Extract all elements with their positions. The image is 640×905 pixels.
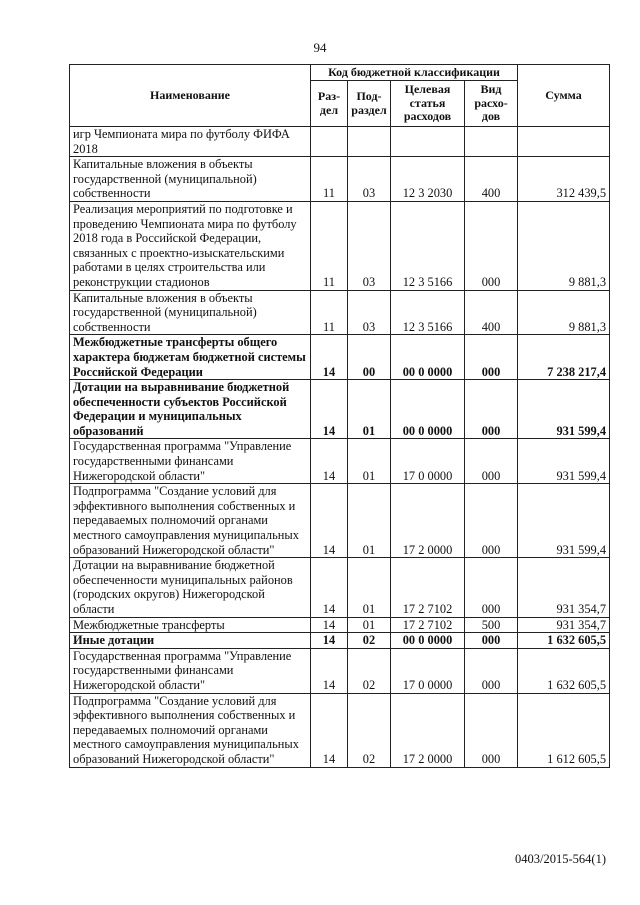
budget-table xyxy=(69,64,610,768)
table-row xyxy=(70,617,610,633)
cell-section: 14 xyxy=(311,380,348,439)
cell-expense-type: 000 xyxy=(465,558,518,617)
cell-subsection: 03 xyxy=(348,201,391,290)
cell-sum: 931 599,4 xyxy=(518,380,610,439)
cell-sum xyxy=(518,127,610,157)
cell-sum: 931 599,4 xyxy=(518,439,610,484)
cell-target-article: 17 2 7102 xyxy=(391,558,465,617)
cell-sum: 1 612 605,5 xyxy=(518,693,610,767)
table-row xyxy=(70,335,610,380)
cell-name: Государственная программа "Управление государственными финансами Нижегородской области" xyxy=(70,648,311,693)
cell-section: 14 xyxy=(311,484,348,558)
cell-name: Межбюджетные трансферты общего характера бюджетам бюджетной системы Российской Федерации xyxy=(70,335,311,380)
cell-section: 14 xyxy=(311,617,348,633)
header-name: Наименование xyxy=(70,65,311,127)
cell-section: 14 xyxy=(311,693,348,767)
cell-expense-type: 000 xyxy=(465,335,518,380)
cell-expense-type: 000 xyxy=(465,633,518,649)
cell-target-article: 12 3 5166 xyxy=(391,290,465,335)
cell-section: 14 xyxy=(311,633,348,649)
cell-expense-type: 500 xyxy=(465,617,518,633)
cell-name: Подпрограмма "Создание условий для эффективного выполнения собственных и передаваемых полномочий органами местного самоуправления муниципальных образований Нижегородской области" xyxy=(70,693,311,767)
cell-sum: 1 632 605,5 xyxy=(518,633,610,649)
page-number: 94 xyxy=(313,40,327,55)
table-row xyxy=(70,380,610,439)
cell-sum: 931 599,4 xyxy=(518,484,610,558)
cell-name: Межбюджетные трансферты xyxy=(70,617,311,633)
cell-section: 14 xyxy=(311,439,348,484)
cell-section: 14 xyxy=(311,335,348,380)
cell-target-article: 00 0 0000 xyxy=(391,633,465,649)
cell-section xyxy=(311,127,348,157)
cell-target-article: 00 0 0000 xyxy=(391,380,465,439)
cell-expense-type: 000 xyxy=(465,648,518,693)
cell-subsection: 01 xyxy=(348,617,391,633)
cell-subsection xyxy=(348,127,391,157)
header-subsection: Под-раздел xyxy=(348,81,391,127)
cell-subsection: 02 xyxy=(348,648,391,693)
table-header xyxy=(70,65,610,127)
table-body xyxy=(70,127,610,768)
cell-section: 11 xyxy=(311,157,348,202)
cell-subsection: 00 xyxy=(348,335,391,380)
cell-sum: 9 881,3 xyxy=(518,290,610,335)
cell-target-article: 17 2 0000 xyxy=(391,693,465,767)
cell-section: 14 xyxy=(311,648,348,693)
table-row xyxy=(70,127,610,157)
cell-section: 14 xyxy=(311,558,348,617)
header-target-article: Целевая статья расходов xyxy=(391,81,465,127)
cell-subsection: 02 xyxy=(348,693,391,767)
table-row xyxy=(70,290,610,335)
cell-expense-type: 000 xyxy=(465,693,518,767)
cell-sum: 1 632 605,5 xyxy=(518,648,610,693)
cell-name: Реализация мероприятий по подготовке и проведению Чемпионата мира по футболу 2018 года в Российской Федерации, связанных с проектно-изыскательскими работами в целях строительства или реконструкции стадионов xyxy=(70,201,311,290)
cell-subsection: 03 xyxy=(348,157,391,202)
cell-target-article: 12 3 5166 xyxy=(391,201,465,290)
cell-expense-type: 400 xyxy=(465,157,518,202)
cell-name: Подпрограмма "Создание условий для эффективного выполнения собственных и передаваемых полномочий органами местного самоуправления муниципальных образований Нижегородской области" xyxy=(70,484,311,558)
cell-name: Государственная программа "Управление государственными финансами Нижегородской области" xyxy=(70,439,311,484)
header-section: Раз-дел xyxy=(311,81,348,127)
cell-expense-type: 000 xyxy=(465,484,518,558)
cell-subsection: 01 xyxy=(348,439,391,484)
cell-name: Иные дотации xyxy=(70,633,311,649)
cell-target-article: 17 2 7102 xyxy=(391,617,465,633)
cell-target-article: 17 0 0000 xyxy=(391,648,465,693)
cell-target-article: 17 2 0000 xyxy=(391,484,465,558)
cell-sum: 931 354,7 xyxy=(518,617,610,633)
table-row xyxy=(70,484,610,558)
cell-subsection: 03 xyxy=(348,290,391,335)
cell-sum: 312 439,5 xyxy=(518,157,610,202)
table-row xyxy=(70,648,610,693)
cell-name: Капитальные вложения в объекты государственной (муниципальной) собственности xyxy=(70,290,311,335)
header-sum: Сумма xyxy=(518,65,610,127)
cell-subsection: 01 xyxy=(348,484,391,558)
table-row xyxy=(70,439,610,484)
cell-target-article: 00 0 0000 xyxy=(391,335,465,380)
cell-expense-type: 400 xyxy=(465,290,518,335)
cell-sum: 931 354,7 xyxy=(518,558,610,617)
cell-expense-type: 000 xyxy=(465,439,518,484)
cell-subsection: 01 xyxy=(348,558,391,617)
cell-subsection: 01 xyxy=(348,380,391,439)
cell-name: Дотации на выравнивание бюджетной обеспеченности муниципальных районов (городских округов) Нижегородской области xyxy=(70,558,311,617)
document-code: 0403/2015-564(1) xyxy=(515,852,606,866)
cell-expense-type: 000 xyxy=(465,380,518,439)
cell-target-article: 17 0 0000 xyxy=(391,439,465,484)
cell-subsection: 02 xyxy=(348,633,391,649)
cell-target-article xyxy=(391,127,465,157)
cell-name: Капитальные вложения в объекты государственной (муниципальной) собственности xyxy=(70,157,311,202)
table-row xyxy=(70,558,610,617)
cell-name: игр Чемпионата мира по футболу ФИФА 2018 xyxy=(70,127,311,157)
table-row xyxy=(70,693,610,767)
cell-target-article: 12 3 2030 xyxy=(391,157,465,202)
table-row xyxy=(70,201,610,290)
table-row xyxy=(70,157,610,202)
header-expense-type: Вид расхо-дов xyxy=(465,81,518,127)
cell-sum: 9 881,3 xyxy=(518,201,610,290)
header-code-group: Код бюджетной классификации xyxy=(311,65,518,81)
table-row xyxy=(70,633,610,649)
cell-expense-type xyxy=(465,127,518,157)
cell-section: 11 xyxy=(311,201,348,290)
cell-section: 11 xyxy=(311,290,348,335)
cell-name: Дотации на выравнивание бюджетной обеспеченности субъектов Российской Федерации и муниципальных образований xyxy=(70,380,311,439)
cell-expense-type: 000 xyxy=(465,201,518,290)
cell-sum: 7 238 217,4 xyxy=(518,335,610,380)
